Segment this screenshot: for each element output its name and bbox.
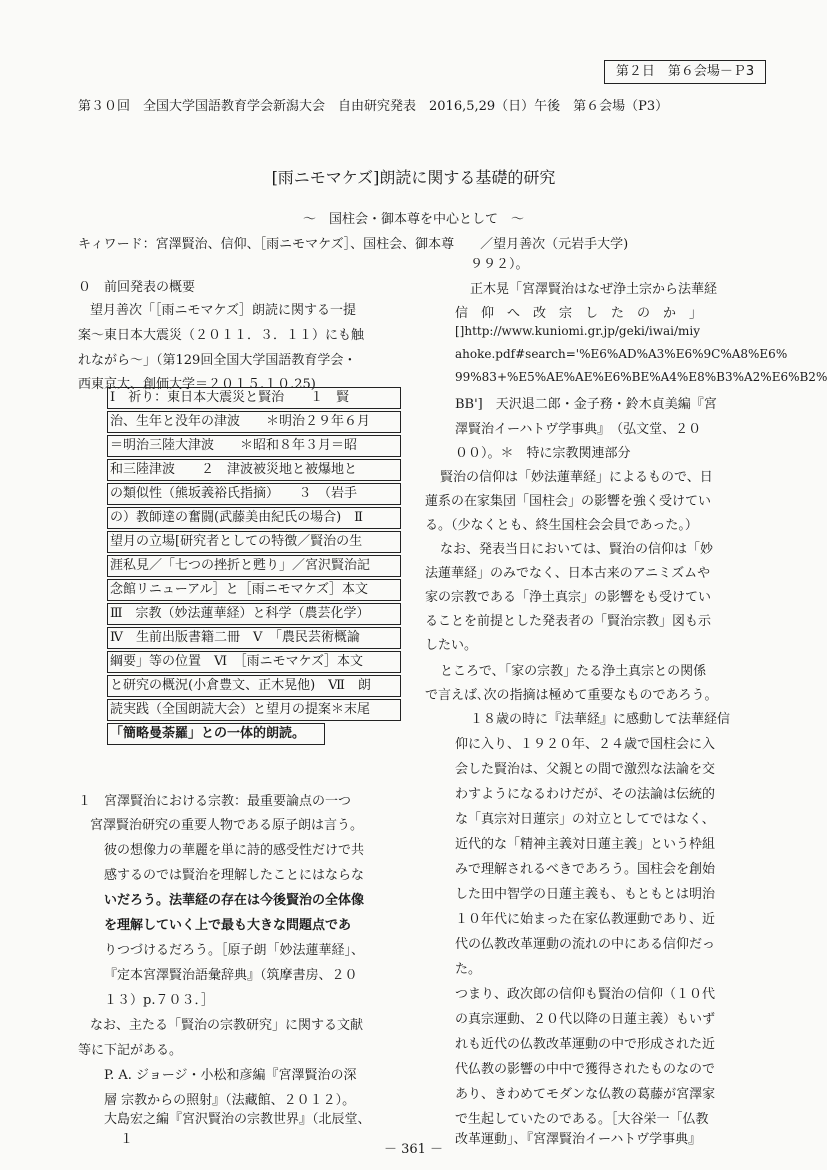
quote-line: 感するのでは賢治を理解したことにはならな [104,868,365,883]
boxed-outline-line: ＝明治三陸大津波 ＊昭和８年３月＝昭 [107,435,401,457]
quote-line: 近代的な「精神主義対日蓮主義」という枠組 [455,837,716,852]
quote-line: で生起していたのである。［大谷栄一「仏教 [455,1112,709,1127]
reference-line: 層 宗教からの照射』（法藏館、２０１２）。 [104,1093,356,1108]
keywords-line: キィワード：宮澤賢治、信仰、［雨ニモマケズ］、国柱会、御本尊 ／望月善次（元岩手大学) [78,237,629,252]
boxed-outline-line: 読実践（全国朗読大会）と望月の提案＊末尾 [107,699,401,721]
quote-line: を理解していく上で最も大きな問題点であ [104,918,352,933]
quote-line: いだろう。法華経の存在は今後賢治の全体像 [104,893,365,908]
paragraph-line: 賢治の信仰は「妙法蓮華経」によるもので、日 [440,470,713,485]
quote-line: みで理解されるべきであろう。国柱会を創始 [455,862,716,877]
paragraph-line: なお、発表当日においては、賢治の信仰は「妙 [440,542,714,557]
boxed-outline-line: 念館リニューアル］と［雨ニモマケズ］本文 [107,579,401,601]
quote-line: １３）p.７０３．］ [104,993,214,1008]
paragraph-line: 案～東日本大震災（２０１１．３．１１）にも触 [78,328,365,343]
paragraph-line: 宮澤賢治研究の重要人物である原子朗は言う。 [90,818,364,833]
boxed-outline-line: 望月の立場[研究者としての特徴／賢治の生 [107,531,401,553]
quote-line: つまり、政次郎の信仰も賢治の信仰（１０代 [455,987,716,1002]
boxed-outline-line: の類似性（熊坂義裕氏指摘） ３ （岩手 [107,483,401,505]
paragraph-line: 法蓮華経」のみでなく、日本古来のアニミズムや [425,566,711,581]
boxed-outline-line: と研究の概況(小倉豊文、正木晃他) Ⅶ 朗 [107,675,401,697]
section-heading: １ 宮澤賢治における宗教：最重要論点の一つ [78,794,352,809]
quote-line: 『定本宮澤賢治語彙辞典』（筑摩書房、２０ [104,968,358,983]
quote-line: わすようになるわけだが、その法論は伝統的 [455,787,716,802]
reference-line: 大島宏之編『宮沢賢治の宗教世界』（北辰堂、 [104,1112,371,1127]
quote-line: りつづけるだろう。［原子朗「妙法蓮華経」、 [104,943,365,958]
boxed-outline-line: の）教師達の奮闘(武藤美由紀氏の場合) Ⅱ [107,507,401,529]
quote-line: 会した賢治は、父親との間で激烈な法論を交 [455,762,716,777]
quote-line: 仰に入り、１９２０年、２４歳で国柱会に入 [455,737,716,752]
paragraph-line: 等に下記がある。 [78,1043,183,1058]
quote-line: 代仏教の影響の中中で獲得されたものなので [455,1062,716,1077]
quote-line: １８歳の時に『法華経』に感動して法華経信 [470,712,731,727]
quote-line: れも近代の仏教改革運動の中で形成された近 [455,1037,716,1052]
reference-line: 正木晃「宮澤賢治はなぜ浄土宗から法華経 [470,282,718,297]
paragraph-line: 家の宗教である「浄土真宗」の影響をも受けてい [425,590,712,605]
reference-line: P. A. ジョージ・小松和彦編『宮澤賢治の深 [104,1068,357,1083]
boxed-outline-line: 涯私見／「七つの挫折と甦り」／宮沢賢治記 [107,555,401,577]
paper-title: [雨ニモマケズ]朗読に関する基礎的研究 [271,168,556,187]
quote-line: 代の仏教改革運動の流れの中にある信仰だっ [455,937,716,952]
paragraph-line: したい。 [425,638,478,653]
paragraph-line: 望月善次「［雨ニモマケズ］朗読に関する一提 [90,303,356,318]
quote-line: た。 [455,962,482,977]
paragraph-line: で言えば､次の指摘は極めて重要なものであろう。 [425,688,718,703]
boxed-outline-line: 治、生年と没年の津波 ＊明治２９年６月 [107,411,401,433]
paragraph-line: ることを前提とした発表者の「賢治宗教」図も示 [425,614,712,629]
paper-subtitle: ～ 国柱会・御本尊を中心として ～ [302,212,524,227]
paragraph-line: る。（少なくとも、終生国柱会会員であった。） [425,518,698,533]
quote-line: な「真宗対日蓮宗」の対立としてではなく、 [455,812,715,827]
page-number: － 361 － [383,1142,444,1157]
boxed-outline-line: 和三陸津波 ２ 津波被災地と被爆地と [107,459,401,481]
section-heading: ０ 前回発表の概要 [78,280,196,295]
reference-line: ００）。＊ 特に宗教関連部分 [455,446,631,461]
reference-line: BB'] 天沢退二郎・金子務・鈴木貞美編『宮 [455,397,717,412]
paragraph-line: 蓮系の在家集団「国柱会」の影響を強く受けてい [425,494,712,509]
session-label-box: 第２日 第６会場－Ｐ3 [604,60,766,84]
boxed-outline-line: Ⅰ 祈り：東日本大震災と賢治 １ 賢 [107,387,401,409]
quote-line: の真宗運動、２０代以降の日蓮主義）もいず [455,1012,716,1027]
reference-line: １ [120,1132,134,1147]
paragraph-line: 西東京大、創価大学＝２０１５.１０.25) [78,377,316,392]
paragraph-line: なお、主たる「賢治の宗教研究」に関する文献 [90,1018,364,1033]
paragraph-line: ところで、「家の宗教」たる浄土真宗との関係 [440,664,707,679]
reference-url-line: []http://www.kuniomi.gr.jp/geki/iwai/miy [455,324,701,338]
reference-line: 澤賢治イーハトヴ学事典』 （弘文堂、２０ [455,422,702,437]
reference-url-line: 99%83+%E5%AE%AE%E6%BE%A4%E8%B3%A2%E6%B2% [455,370,827,384]
boxed-outline-line: Ⅳ 生前出版書籍二冊 Ⅴ 「農民芸術概論 [107,627,401,649]
boxed-outline-line: 綱要」等の位置 Ⅵ ［雨ニモマケズ］本文 [107,651,401,673]
paragraph-line: れながら～」（第129回全国大学国語教育学会・ [78,353,357,368]
reference-line: ９９２）。 [470,257,529,272]
conference-line: 第３０回 全国大学国語教育学会新潟大会 自由研究発表 2016,5,29（日）午後 第６会場（P3） [78,99,669,114]
quote-line: あり、きわめてモダンな仏教の葛藤が宮澤家 [455,1087,716,1102]
boxed-outline-line: Ⅲ 宗教（妙法蓮華経）と科学（農芸化学） [107,603,401,625]
reference-url-line: ahoke.pdf#search='%E6%AD%A3%E6%9C%A8%E6% [455,347,788,361]
boxed-outline-line: 「簡略曼荼羅」との一体的朗読。 [107,723,325,745]
quote-line: した田中智学の日蓮主義も、もともとは明治 [455,887,716,902]
quote-line: 彼の想像力の華麗を単に詩的感受性だけで共 [104,843,365,858]
quote-line: １０年代に始まった在家仏教運動であり、近 [455,912,716,927]
quote-line: 改革運動」、『宮澤賢治イーハトヴ学事典』 [455,1132,702,1147]
reference-line: 信 仰 へ 改 宗 し た の か 」 [455,306,703,321]
